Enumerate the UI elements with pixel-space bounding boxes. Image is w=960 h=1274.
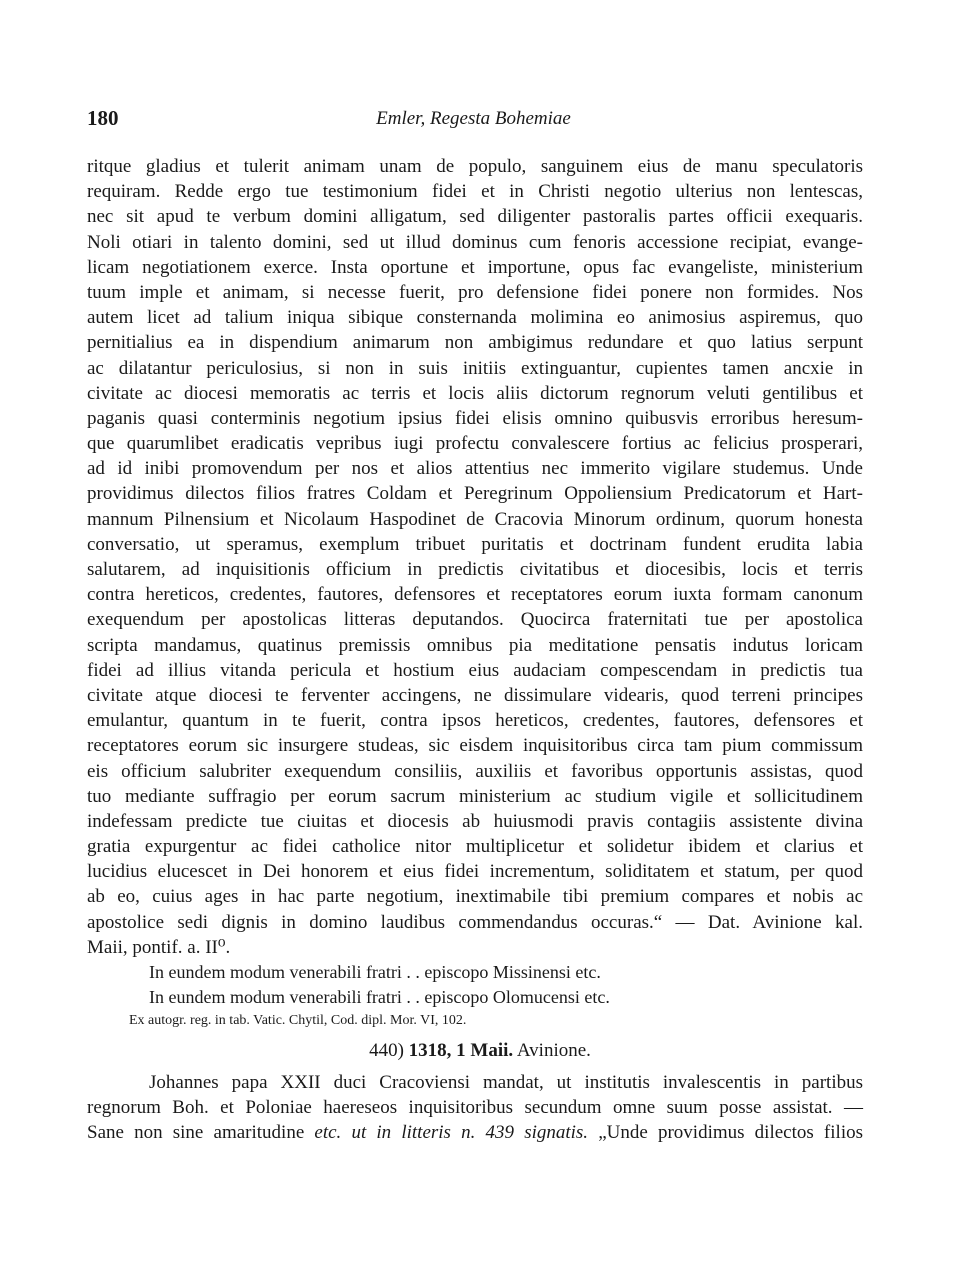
main-text xyxy=(87,154,863,1032)
text-line: providimus dilectos filios fratres Coldam et Peregrinum Oppoliensium Predicatorum et Hart- xyxy=(87,483,863,505)
text-line: salutarem, ad inquisitionis officium in predictis civitatibus et diocesibis, locis et terris xyxy=(87,559,863,580)
text-line: Noli otiari in talento domini, sed ut illud dominus cum fenoris accessione recipiat, evange- xyxy=(87,231,863,253)
text-line: pernitialius ea in dispendium animarum non ambigimus redundare et quo latius serpunt xyxy=(87,332,863,354)
running-title: Emler, Regesta Bohemiae xyxy=(376,108,571,129)
text-line: ac dilatantur periculosius, si non in suis initiis extinguantur, cupientes tamen ancxie in xyxy=(87,357,863,379)
text-line: fidei ad illius vitanda pericula et hostium eius audaciam compescendam in predictis tua xyxy=(87,659,863,681)
etc-note: etc. xyxy=(314,1122,342,1144)
text-line: que quarumlibet eradicatis vepribus iugi profectu convalescere fortius ac felicius prosperari, xyxy=(87,433,863,455)
regest-line: regnorum Boh. et Poloniae haereseos inquisitoribus secundum omne suum posse assistat. — xyxy=(87,1097,863,1119)
entry-place: Avinione. xyxy=(516,1040,591,1061)
text-line: autem licet ad talium iniqua sibique consternanda molimina eo animosius aspiremus, quo xyxy=(87,307,863,329)
text-line: exequendum per apostolicas litteras deputandos. Quocirca fraternitati tue per apostolica xyxy=(87,609,863,631)
text-line: emulantur, quantum in te fuerit, contra ipsos hereticos, credentes, fautores, defensores et xyxy=(87,710,863,732)
text-line: conversatio, ut speramus, exemplum tribuet puritatis et doctrinam fundent erudita labia xyxy=(87,533,863,555)
text-line: ad id inibi promovendum per nos et alios attentius nec immerito vigilare studemus. Unde xyxy=(87,458,863,480)
regest-summary xyxy=(87,1070,863,1146)
text-line: civitate atque diocesi te ferventer accingens, ne dissimulare videaris, quod terreni principes xyxy=(87,684,863,706)
text-line: civitate ac diocesi memoratis ac terris et locis aliis dictorum regnorum veluti gentilibus et xyxy=(87,382,863,404)
text-line: indefessam predicte tue ciuitas et diocesis ab huiusmodi pravis contagiis assistente divina xyxy=(87,810,863,832)
text-line: lucidius elucescet in Dei honorem et eius fidei incrementum, soliditatem et statum, per quod xyxy=(87,861,863,883)
text-line: eis officium salubriter exequendum consiliis, auxiliis et favoribus opportunis assistas, quod xyxy=(87,760,863,782)
text-line: Maii, pontif. a. II⁰. xyxy=(87,936,231,958)
text-line: requiram. Redde ergo tue testimonium fidei et in Christi negotio ulterius non lentescas, xyxy=(87,181,863,203)
text-line: scripta mandamus, quatinus premissis omnibus pia meditatione pensatis indutus loricam xyxy=(87,634,863,656)
cross-reference-number: 439 xyxy=(485,1122,515,1144)
cross-reference: ut in litteris n. xyxy=(351,1122,476,1144)
text-line: licam negotiationem exerce. Insta oportune et importune, opus fac evangeliste, ministerium xyxy=(87,256,863,278)
text-line: gratia expurgentur ac fidei catholice nitor multiplicetur et solidetur ibidem et clarius et xyxy=(87,836,863,858)
text-line: ritque gladius et tulerit animam unam de populo, sanguinem eius de manu speculatoris xyxy=(87,156,863,177)
running-header xyxy=(87,106,860,136)
entry-heading xyxy=(0,1040,960,1062)
text-line: contra hereticos, credentes, fautores, defensores et receptatores eorum iuxta formam canonum xyxy=(87,584,863,606)
entry-date: 1318, 1 Maii. xyxy=(408,1040,514,1061)
incipit-quote: „Unde providimus dilectos filios xyxy=(598,1122,863,1144)
text-line: ab eo, cuius ages in hac parte negotium, inextimabile tibi premium compares et nobis ac xyxy=(87,886,863,908)
text-line: nec sit apud te verbum domini alligatum, sed diligenter pastoralis partes officii exequaris. xyxy=(87,206,863,228)
text-line: tuum imple et animam, si necesse fuerit, pro defensione fidei ponere non formides. Nos xyxy=(87,281,863,303)
text-line: paganis quasi conterminis negotium ipsius fidei elisis omnino quibusvis erroribus heresum- xyxy=(87,407,863,429)
regest-line-incipit xyxy=(87,1120,863,1145)
text-line: mannum Pilnensium et Nicolaum Haspodinet de Cracovia Minorum ordinum, quorum honesta xyxy=(87,508,863,530)
sub-entry-olomucensis: In eundem modum venerabili fratri . . episcopo Olomucensi etc. xyxy=(149,987,610,1007)
cross-reference-signatis: signatis. xyxy=(524,1122,589,1144)
page-number: 180 xyxy=(87,106,119,130)
source-note: Ex autogr. reg. in tab. Vatic. Chytil, Cod. dipl. Mor. VI, 102. xyxy=(129,1013,467,1028)
text-line: tuo mediante suffragio per eorum sacrum ministerium ac studium vigile et sollicitudinem xyxy=(87,785,863,807)
regest-line: Johannes papa XXII duci Cracoviensi mandat, ut institutis invalescentis in partibus xyxy=(149,1072,863,1093)
text-line: receptatores eorum sic insurgere studeas, sic eisdem inquisitoribus circa tam pium commissum xyxy=(87,735,863,757)
text-line: apostolice sedi dignis in domino laudibus commendandus occuras.“ — Dat. Avinione kal. xyxy=(87,911,863,933)
entry-number: 440) xyxy=(369,1040,404,1061)
incipit-text: Sane non sine amaritudine xyxy=(87,1122,305,1144)
sub-entry-missinensis: In eundem modum venerabili fratri . . episcopo Missinensi etc. xyxy=(149,962,601,982)
